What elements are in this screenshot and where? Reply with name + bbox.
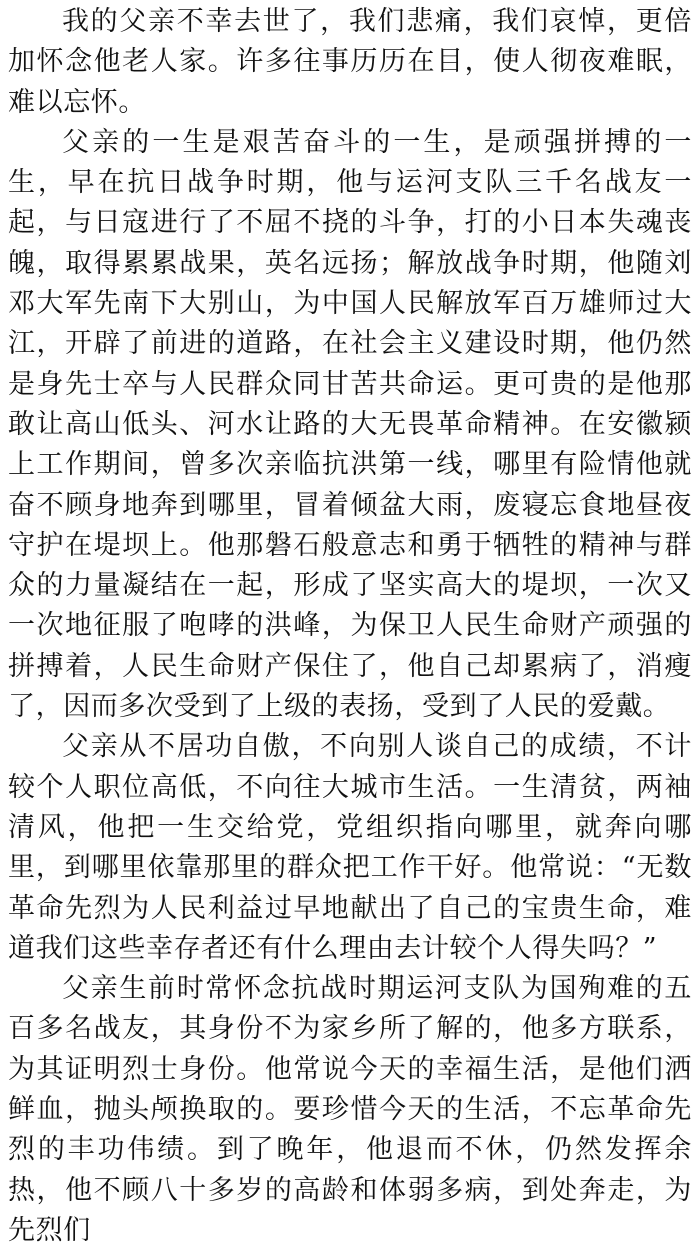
- paragraph-3: 父亲从不居功自傲，不向别人谈自己的成绩，不计较个人职位高低，不向往大城市生活。一生清贫，两袖清风，他把一生交给党，党组织指向哪里，就奔向哪里，到哪里依靠那里的群众把工作干好。他常说：“无数革命先烈为人民利益过早地献出了自己的宝贵生命，难道我们这些幸存者还有什么理由去计较个人得失吗？”: [8, 731, 692, 964]
- paragraph-1: 我的父亲不幸去世了，我们悲痛，我们哀悼，更倍加怀念他老人家。许多往事历历在目，使人彻夜难眠，难以忘怀。: [8, 6, 692, 118]
- paragraph-4: 父亲生前时常怀念抗战时期运河支队为国殉难的五百多名战友，其身份不为家乡所了解的，他多方联系，为其证明烈士身份。他常说今天的幸福生活，是他们洒鲜血，抛头颅换取的。要珍惜今天的生活，不忘革命先烈的丰功伟绩。到了晚年，他退而不休，仍然发挥余热，他不顾八十多岁的高龄和体弱多病，到处奔走，为先烈们: [8, 973, 692, 1246]
- paragraph-2: 父亲的一生是艰苦奋斗的一生，是顽强拼搏的一生，早在抗日战争时期，他与运河支队三千名战友一起，与日寇进行了不屈不挠的斗争，打的小日本失魂丧魄，取得累累战果，英名远扬；解放战争时期，他随刘邓大军先南下大别山，为中国人民解放军百万雄师过大江，开辟了前进的道路，在社会主义建设时期，他仍然是身先士卒与人民群众同甘苦共命运。更可贵的是他那敢让高山低头、河水让路的大无畏革命精神。在安徽颍上工作期间，曾多次亲临抗洪第一线，哪里有险情他就奋不顾身地奔到哪里，冒着倾盆大雨，废寝忘食地昼夜守护在堤坝上。他那磐石般意志和勇于牺牲的精神与群众的力量凝结在一起，形成了坚实高大的堤坝，一次又一次地征服了咆哮的洪峰，为保卫人民生命财产顽强的拼搏着，人民生命财产保住了，他自己却累病了，消瘦了，因而多次受到了上级的表扬，受到了人民的爱戴。: [8, 126, 692, 723]
